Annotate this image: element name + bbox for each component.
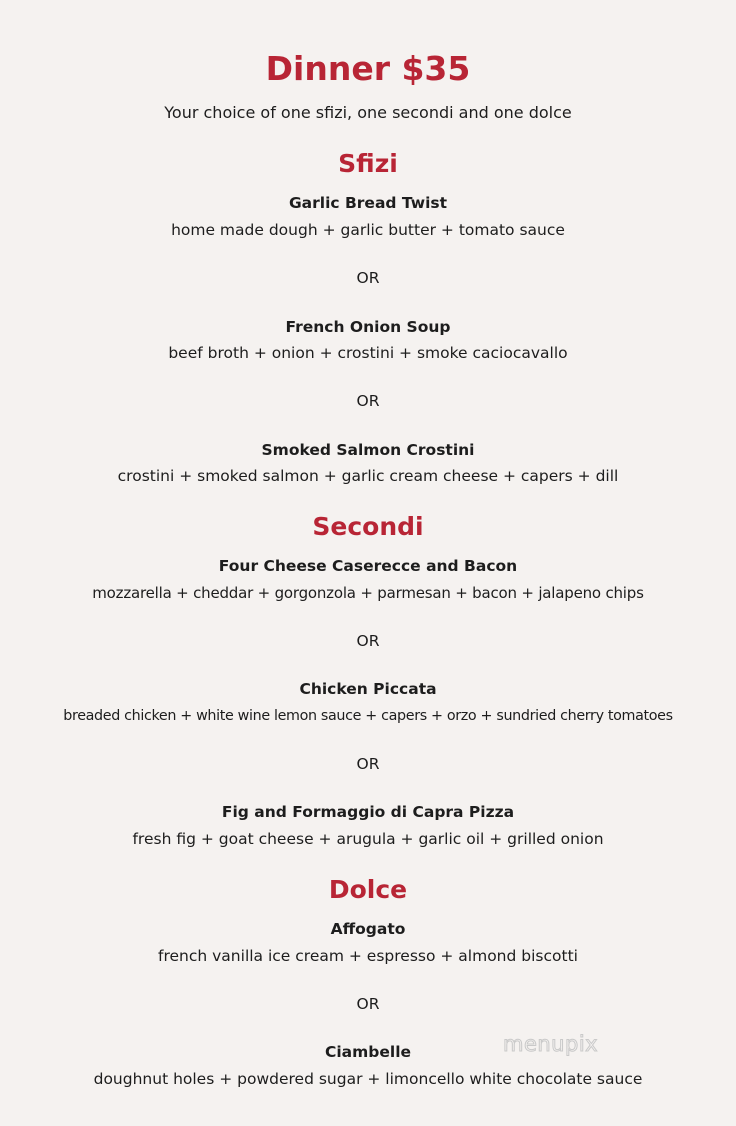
- or-separator: OR: [356, 392, 380, 410]
- item-name-four-cheese-caserecce: Four Cheese Caserecce and Bacon: [218, 557, 518, 575]
- or-separator: OR: [356, 995, 380, 1013]
- menupix-watermark: menupix: [503, 1032, 599, 1056]
- item-desc-fig-formaggio-pizza: fresh fig + goat cheese + arugula + garlic oil + grilled onion: [132, 830, 604, 848]
- item-desc-ciambelle: doughnut holes + powdered sugar + limoncello white chocolate sauce: [93, 1070, 643, 1088]
- item-name-smoked-salmon-crostini: Smoked Salmon Crostini: [261, 441, 475, 459]
- or-separator: OR: [356, 269, 380, 287]
- menu-subtitle: Your choice of one sfizi, one secondi and one dolce: [164, 103, 572, 122]
- item-name-chicken-piccata: Chicken Piccata: [299, 680, 437, 698]
- item-name-garlic-bread-twist: Garlic Bread Twist: [288, 194, 448, 212]
- item-desc-affogato: french vanilla ice cream + espresso + almond biscotti: [158, 947, 578, 965]
- menu-title: Dinner $35: [265, 49, 471, 88]
- item-desc-chicken-piccata: breaded chicken + white wine lemon sauce + capers + orzo + sundried cherry tomatoes: [63, 708, 673, 724]
- item-name-ciambelle: Ciambelle: [324, 1043, 412, 1061]
- or-separator: OR: [356, 755, 380, 773]
- item-name-french-onion-soup: French Onion Soup: [285, 318, 451, 336]
- item-name-fig-formaggio-pizza: Fig and Formaggio di Capra Pizza: [221, 803, 515, 821]
- section-heading-secondi: Secondi: [312, 512, 424, 541]
- section-heading-sfizi: Sfizi: [338, 149, 398, 178]
- or-separator: OR: [356, 632, 380, 650]
- item-desc-smoked-salmon-crostini: crostini + smoked salmon + garlic cream cheese + capers + dill: [117, 467, 619, 485]
- item-name-affogato: Affogato: [330, 920, 406, 938]
- item-desc-four-cheese-caserecce: mozzarella + cheddar + gorgonzola + parmesan + bacon + jalapeno chips: [92, 584, 644, 602]
- section-heading-dolce: Dolce: [328, 875, 408, 904]
- item-desc-garlic-bread-twist: home made dough + garlic butter + tomato sauce: [171, 221, 565, 239]
- item-desc-french-onion-soup: beef broth + onion + crostini + smoke caciocavallo: [168, 344, 568, 362]
